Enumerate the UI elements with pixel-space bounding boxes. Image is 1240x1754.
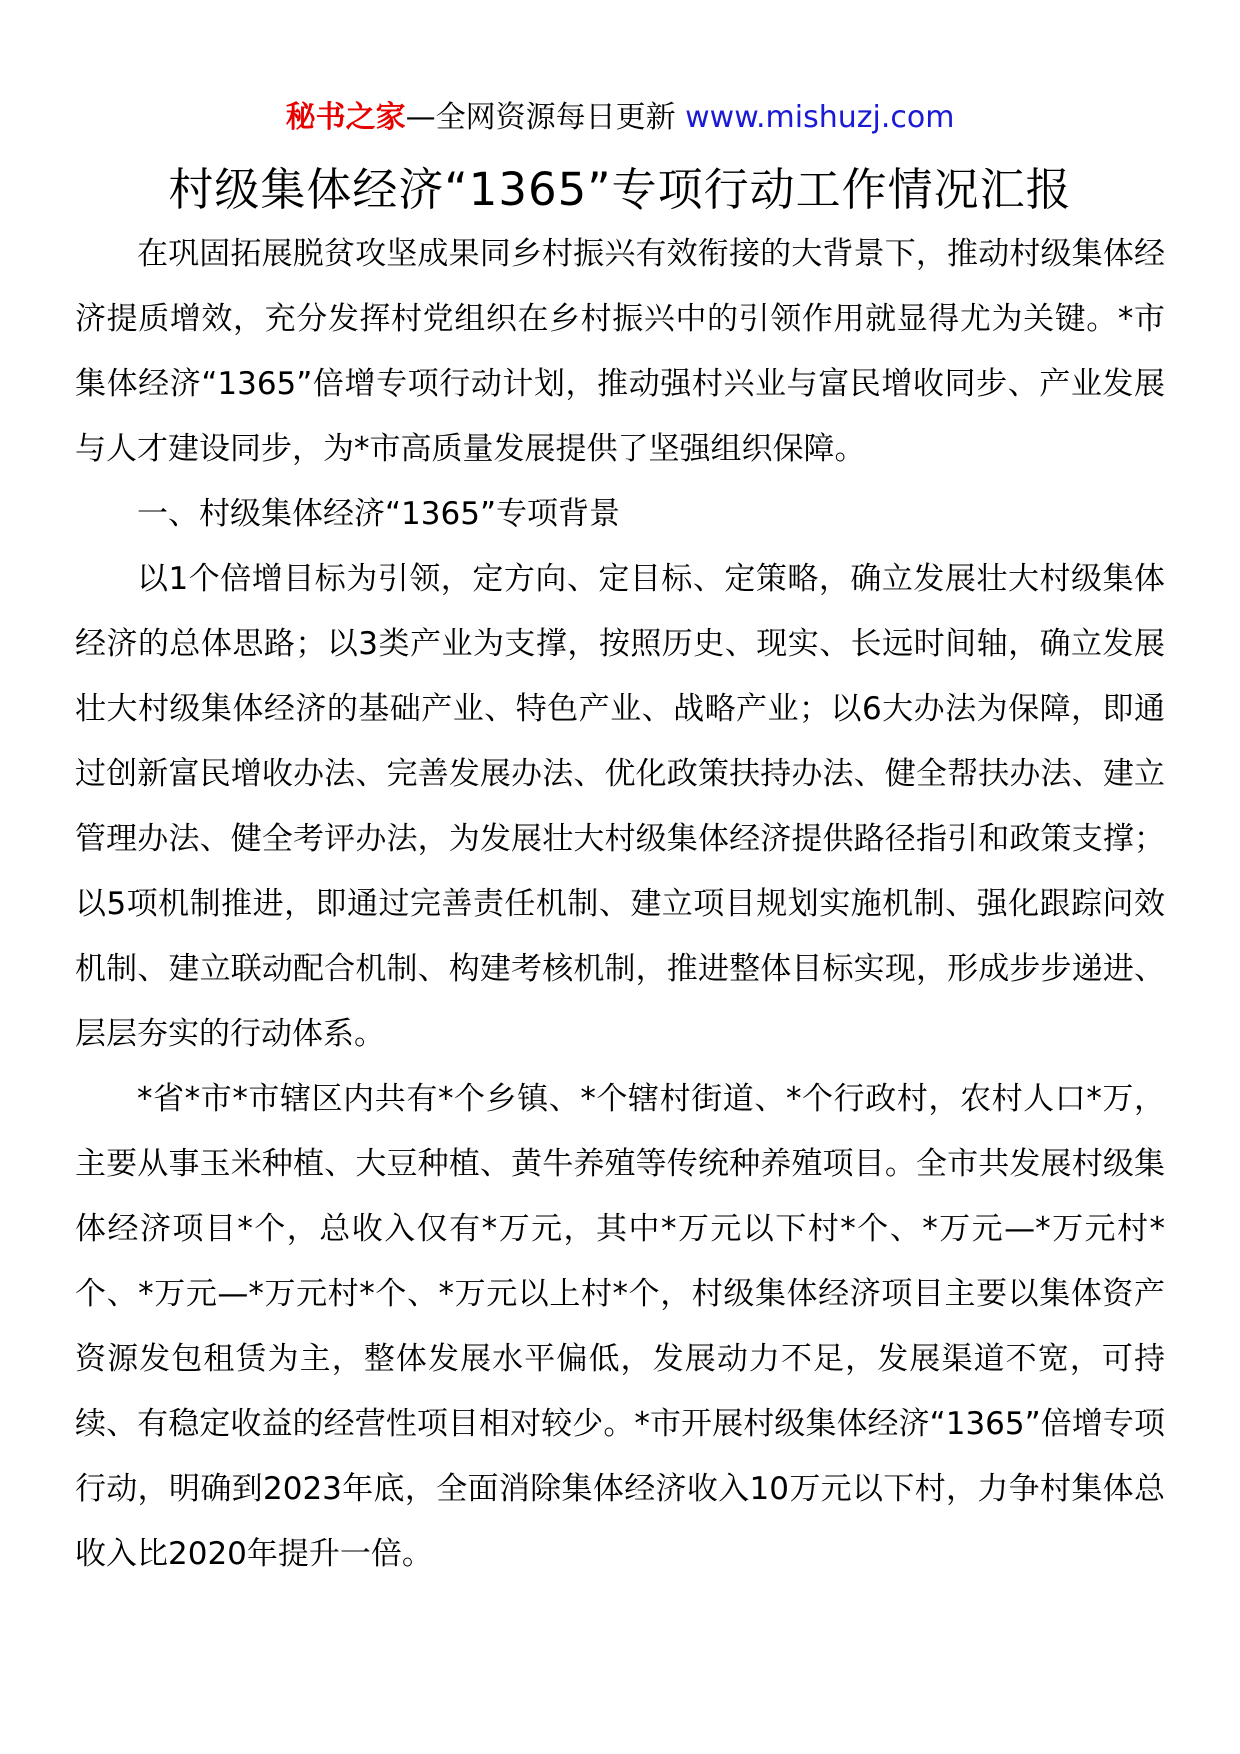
site-url-link[interactable]: www.mishuzj.com [685,100,955,135]
section-heading: 一、村级集体经济“1365”专项背景 [137,496,621,532]
document-title: 村级集体经济“1365”专项行动工作情况汇报 [168,163,1072,216]
header-slogan: —全网资源每日更新 [405,100,686,135]
header-banner [0,98,1240,138]
brand-name: 秘书之家 [285,100,406,135]
intro-paragraph: 在巩固拓展脱贫攻坚成果同乡村振兴有效衔接的大背景下，推动村级集体经济提质增效，充分发挥村党组织在乡村振兴中的引领作用就显得尤为关键。*市集体经济“1365”倍增专项行动计划，推动强村兴业与富民增收同步、产业发展与人才建设同步，为*市高质量发展提供了坚强组织保障。 [75,236,1165,467]
body-paragraph: 以1个倍增目标为引领，定方向、定目标、定策略，确立发展壮大村级集体经济的总体思路；以3类产业为支撑，按照历史、现实、长远时间轴，确立发展壮大村级集体经济的基础产业、特色产业、战略产业；以6大办法为保障，即通过创新富民增收办法、完善发展办法、优化政策扶持办法、健全帮扶办法、建立管理办法、健全考评办法，为发展壮大村级集体经济提供路径指引和政策支撑；以5项机制推进，即通过完善责任机制、建立项目规划实施机制、强化跟踪问效机制、建立联动配合机制、构建考核机制，推进整体目标实现，形成步步递进、层层夯实的行动体系。 [75,561,1165,1052]
document-body [75,222,1165,1587]
body-paragraph: *省*市*市辖区内共有*个乡镇、*个辖村街道、*个行政村，农村人口*万，主要从事玉米种植、大豆种植、黄牛养殖等传统种养殖项目。全市共发展村级集体经济项目*个，总收入仅有*万元，其中*万元以下村*个、*万元—*万元村*个、*万元—*万元村*个、*万元以上村*个，村级集体经济项目主要以集体资产资源发包租赁为主，整体发展水平偏低，发展动力不足，发展渠道不宽，可持续、有稳定收益的经营性项目相对较少。*市开展村级集体经济“1365”倍增专项行动，明确到2023年底，全面消除集体经济收入10万元以下村，力争村集体总收入比2020年提升一倍。 [75,1081,1165,1572]
